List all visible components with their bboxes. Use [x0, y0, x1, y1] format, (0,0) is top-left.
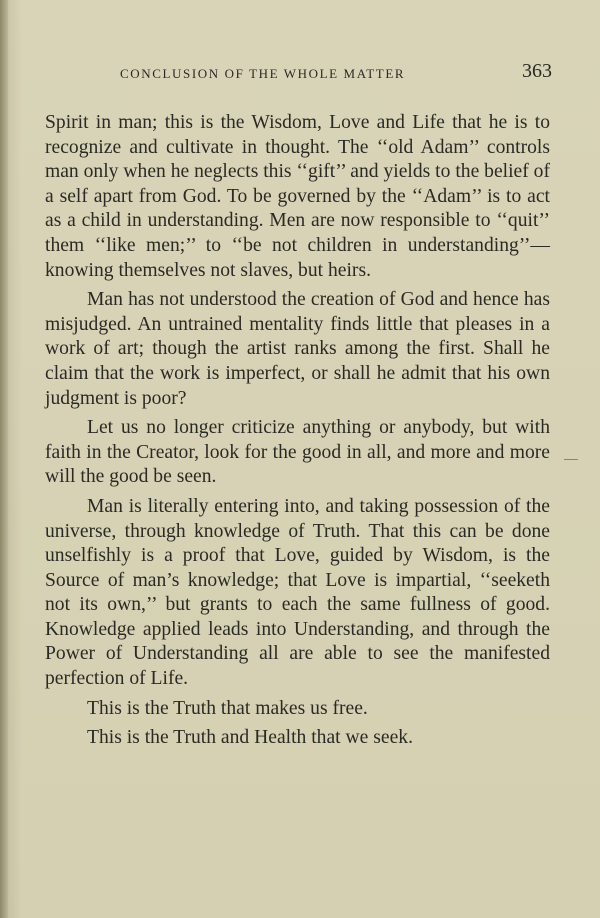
paragraph-6: This is the Truth and Health that we seek.	[87, 727, 413, 749]
page-gutter-shadow	[0, 0, 8, 918]
page-number: 363	[522, 60, 552, 82]
margin-mark	[564, 459, 578, 460]
running-title: CONCLUSION OF THE WHOLE MATTER	[120, 66, 406, 81]
paragraph-3: Let us no longer criticize anything or anybody, but with faith in the Creator, look for the good in all, and more and more will the good be seen.	[45, 417, 550, 488]
paragraph-1: Spirit in man; this is the Wisdom, Love and Life that he is to recognize and cultivate in thought. The ‘‘old Adam’’ controls man only when he neglects this ‘‘gift’’ and yields to the belief of a self apart from God. To be governed by the ‘‘Adam’’ is to act as a child in understanding. Men are now responsible to ‘‘quit’’ them ‘‘like men;’’ to ‘‘be not children in understanding’’—knowing themselves not slaves, but heirs.	[45, 112, 550, 281]
paragraph-5: This is the Truth that makes us free.	[87, 697, 368, 719]
paragraph-2: Man has not understood the creation of God and hence has misjudged. An untrained mentality finds little that pleases in a work of art; though the artist ranks among the first. Shall he claim that the work is imperfect, or shall he admit that his own judgment is poor?	[45, 289, 550, 409]
running-head	[120, 60, 552, 84]
body-text	[45, 111, 550, 751]
paragraph-4: Man is literally entering into, and taking possession of the universe, through knowledge of Truth. That this can be done unselfishly is a proof that Love, guided by Wisdom, is the Source of man’s knowledge; that Love is impartial, ‘‘seeketh not its own,’’ but grants to each the same fullness of good. Knowledge applied leads into Understanding, and through the Power of Understanding all are able to see the manifested perfection of Life.	[45, 495, 550, 690]
